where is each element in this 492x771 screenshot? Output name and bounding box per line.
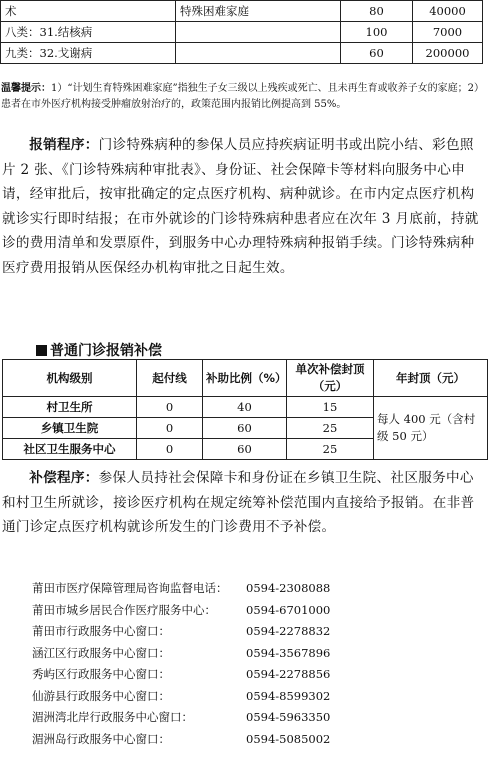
contact-phone: 0594-5085002 (246, 731, 331, 746)
name-cell (176, 22, 341, 43)
header-single-cap: 单次补偿封顶（元） (287, 360, 374, 397)
ratio-cell: 60 (341, 43, 413, 64)
contact-name: 秀屿区行政服务中心窗口： (32, 667, 170, 681)
outpatient-compensation-table (2, 359, 488, 460)
ratio-cell: 40 (203, 397, 287, 418)
list-item (32, 729, 330, 751)
table-row (3, 397, 488, 418)
compensation-paragraph (2, 466, 486, 540)
header-level: 机构级别 (3, 360, 137, 397)
header-ratio: 补助比例（%） (203, 360, 287, 397)
cap-cell: 200000 (413, 43, 483, 64)
cap-cell: 7000 (413, 22, 483, 43)
threshold-cell: 0 (137, 397, 203, 418)
contact-name: 莆田市医疗保障管理局咨询监督电话： (32, 581, 228, 595)
contact-name: 莆田市城乡居民合作医疗服务中心： (32, 602, 216, 617)
reimburse-text: 门诊特殊病种的参保人员应持疾病证明书或出院小结、彩色照片 2 张、《门诊特殊病种审批表》、身份证、社会保障卡等材料向服务中心申请，经审批后，按审批确定的定点医疗机构、病种就诊。在市内定点医疗机构就诊实行即时结报；在市外就诊的门诊特殊病种患者应在次年 3 月底前，持就诊的费用清单和发票原件，到服务中心办理特殊病种报销手续。门诊特殊病种医疗费用报销从医保经办机构审批之日起生效。 (2, 137, 479, 276)
contact-name: 莆田市行政服务中心窗口： (32, 624, 170, 638)
contact-name: 湄洲湾北岸行政服务中心窗口： (32, 710, 193, 724)
reimburse-label: 报销程序： (29, 137, 99, 153)
section-title-text: 普通门诊报销补偿 (50, 343, 162, 359)
contact-phone: 0594-2308088 (246, 581, 331, 595)
level-cell: 乡镇卫生院 (3, 418, 137, 439)
note-label: 温馨提示： (1, 83, 51, 94)
table-row (1, 43, 483, 64)
category-cell: 八类：31.结核病 (1, 22, 176, 43)
cap-cell: 40000 (413, 1, 483, 22)
contact-name: 仙游县行政服务中心窗口： (32, 688, 170, 703)
contact-phone: 0594-2278856 (246, 667, 331, 681)
contact-phone: 0594-2278832 (246, 624, 331, 638)
single-cap-cell: 15 (287, 397, 374, 418)
name-cell (176, 43, 341, 64)
ratio-cell: 80 (341, 1, 413, 22)
list-item (32, 643, 330, 665)
section-title (36, 340, 162, 360)
compensation-label: 补偿程序： (29, 470, 99, 486)
table-row (1, 22, 483, 43)
list-item (32, 578, 330, 600)
square-bullet-icon (36, 345, 47, 356)
compensation-text: 参保人员持社会保障卡和身份证在乡镇卫生院、社区服务中心和村卫生所就诊，接诊医疗机构在规定统筹补偿范围内直接给予报销。在非普通门诊定点医疗机构就诊所发生的门诊费用不予补偿。 (2, 470, 475, 536)
contact-phone: 0594-3567896 (246, 645, 331, 660)
contact-list (32, 578, 330, 750)
contact-phone: 0594-5963350 (246, 710, 331, 724)
category-cell: 九类：32.戈谢病 (1, 43, 176, 64)
special-disease-table (0, 0, 483, 64)
ratio-cell: 60 (203, 439, 287, 460)
list-item (32, 664, 330, 686)
reimburse-paragraph (2, 133, 486, 281)
category-cell: 术 (1, 1, 176, 22)
list-item (32, 600, 330, 622)
threshold-cell: 0 (137, 439, 203, 460)
table-row (1, 1, 483, 22)
header-threshold: 起付线 (137, 360, 203, 397)
list-item (32, 707, 330, 729)
reminder-note (1, 81, 485, 113)
ratio-cell: 100 (341, 22, 413, 43)
contact-name: 涵江区行政服务中心窗口： (32, 645, 170, 660)
level-cell: 村卫生所 (3, 397, 137, 418)
contact-phone: 0594-8599302 (246, 688, 331, 703)
ratio-cell: 60 (203, 418, 287, 439)
single-cap-cell: 25 (287, 439, 374, 460)
contact-phone: 0594-6701000 (246, 602, 331, 617)
annual-cap-cell: 每人 400 元（含村级 50 元） (374, 397, 488, 460)
list-item (32, 686, 330, 708)
single-cap-cell: 25 (287, 418, 374, 439)
list-item (32, 621, 330, 643)
contact-name: 湄洲岛行政服务中心窗口： (32, 731, 170, 746)
header-annual-cap: 年封顶（元） (374, 360, 488, 397)
name-cell: 特殊困难家庭 (176, 1, 341, 22)
table-header-row (3, 360, 488, 397)
threshold-cell: 0 (137, 418, 203, 439)
level-cell: 社区卫生服务中心 (3, 439, 137, 460)
note-text: 1）“计划生育特殊困难家庭”指独生子女三级以上残疾或死亡、且未再生育或收养子女的家庭；2）患者在市外医疗机构接受肿瘤放射治疗的，政策范围内报销比例提高到 55%。 (1, 83, 484, 110)
